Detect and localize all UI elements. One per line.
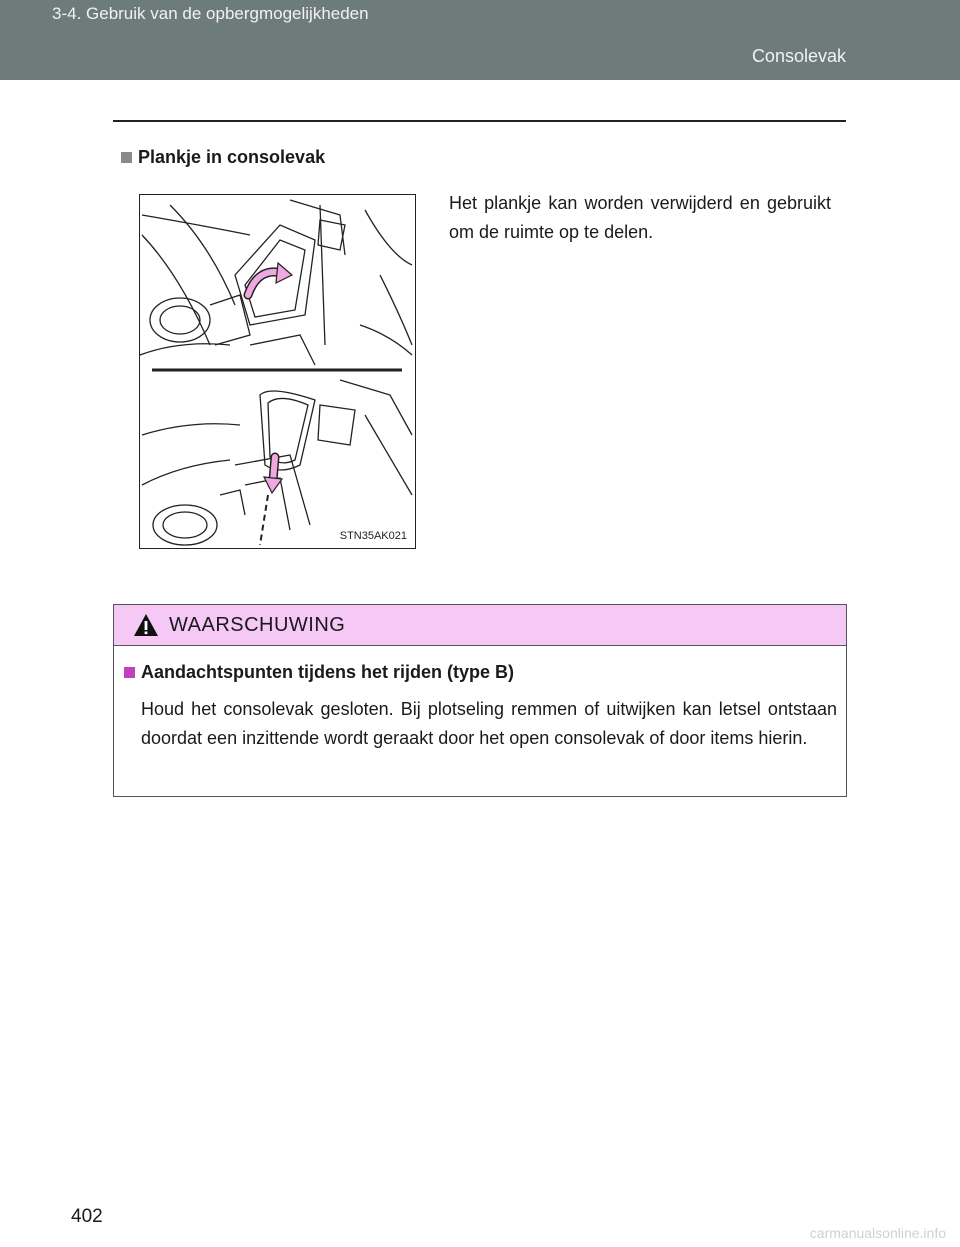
warning-subheading <box>124 662 514 683</box>
bullet-square-icon <box>121 152 132 163</box>
warning-title: WAARSCHUWING <box>169 613 346 636</box>
warning-subheading-text: Aandachtspunten tijdens het rijden (type B) <box>141 662 515 682</box>
chapter-title: Consolevak <box>751 46 846 66</box>
warning-header <box>114 605 846 646</box>
warning-triangle-icon <box>133 613 159 637</box>
header-rule <box>113 120 846 122</box>
figure-code: STN35AK021 <box>339 530 407 542</box>
description-text: Het plankje kan worden verwijderd en gebruikt om de ruimte op te delen. <box>449 193 831 242</box>
warning-body: Houd het consolevak gesloten. Bij plotseling remmen of uitwijken kan letsel ontstaan doordat een inzittende wordt geraakt door het open consolevak of door items hierin. <box>141 699 837 748</box>
console-illustration <box>139 194 416 549</box>
watermark: carmanualsonline.info <box>809 1225 946 1241</box>
subheading-text: Plankje in consolevak <box>138 147 326 167</box>
console-drawing <box>140 195 415 548</box>
page-number: 402 <box>71 1206 103 1227</box>
warning-box <box>113 604 847 797</box>
section-title: 3-4. Gebruik van de opbergmogelijkheden <box>52 4 369 23</box>
subheading <box>121 147 325 168</box>
bullet-square-icon <box>124 667 135 678</box>
page-header <box>0 0 960 80</box>
